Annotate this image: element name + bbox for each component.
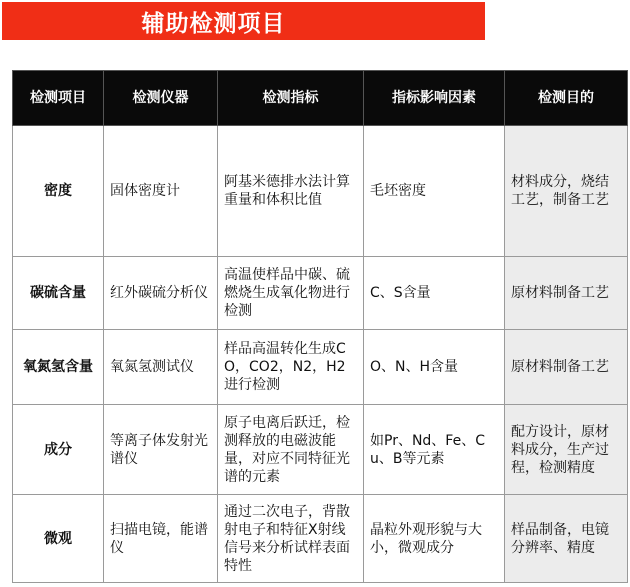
cell-factor: 毛坯密度 bbox=[364, 126, 505, 257]
cell-item: 密度 bbox=[13, 126, 104, 257]
cell-instrument: 固体密度计 bbox=[104, 126, 218, 257]
header-purpose: 检测目的 bbox=[505, 71, 628, 126]
cell-factor: 如Pr、Nd、Fe、Cu、B等元素 bbox=[364, 405, 505, 495]
table-row bbox=[13, 126, 628, 257]
header-instrument: 检测仪器 bbox=[104, 71, 218, 126]
cell-purpose: 原材料制备工艺 bbox=[505, 257, 628, 330]
cell-instrument: 等离子体发射光谱仪 bbox=[104, 405, 218, 495]
header-factor: 指标影响因素 bbox=[364, 71, 505, 126]
cell-item: 氧氮氢含量 bbox=[13, 330, 104, 405]
cell-purpose: 样品制备，电镜分辨率、精度 bbox=[505, 495, 628, 583]
table-row bbox=[13, 405, 628, 495]
cell-instrument: 红外碳硫分析仪 bbox=[104, 257, 218, 330]
cell-indicator: 原子电离后跃迁，检测释放的电磁波能量，对应不同特征光谱的元素 bbox=[218, 405, 364, 495]
cell-purpose: 原材料制备工艺 bbox=[505, 330, 628, 405]
cell-factor: 晶粒外观形貌与大小，微观成分 bbox=[364, 495, 505, 583]
header-indicator: 检测指标 bbox=[218, 71, 364, 126]
table-row bbox=[13, 495, 628, 583]
title-banner bbox=[2, 2, 485, 40]
cell-factor: O、N、H含量 bbox=[364, 330, 505, 405]
table-row bbox=[13, 330, 628, 405]
cell-item: 微观 bbox=[13, 495, 104, 583]
cell-indicator: 阿基米德排水法计算重量和体积比值 bbox=[218, 126, 364, 257]
cell-indicator: 高温使样品中碳、硫燃烧生成氧化物进行检测 bbox=[218, 257, 364, 330]
header-item: 检测项目 bbox=[13, 71, 104, 126]
cell-purpose: 材料成分，烧结工艺，制备工艺 bbox=[505, 126, 628, 257]
cell-item: 成分 bbox=[13, 405, 104, 495]
cell-factor: C、S含量 bbox=[364, 257, 505, 330]
cell-instrument: 氧氮氢测试仪 bbox=[104, 330, 218, 405]
cell-item: 碳硫含量 bbox=[13, 257, 104, 330]
cell-indicator: 通过二次电子，背散射电子和特征X射线信号来分析试样表面特性 bbox=[218, 495, 364, 583]
detection-table bbox=[12, 70, 628, 583]
cell-purpose: 配方设计，原材料成分，生产过程，检测精度 bbox=[505, 405, 628, 495]
cell-indicator: 样品高温转化生成CO，CO2，N2，H2进行检测 bbox=[218, 330, 364, 405]
cell-instrument: 扫描电镜，能谱仪 bbox=[104, 495, 218, 583]
table-row bbox=[13, 257, 628, 330]
page-title: 辅助检测项目 bbox=[141, 10, 286, 37]
table-header-row bbox=[13, 71, 628, 126]
